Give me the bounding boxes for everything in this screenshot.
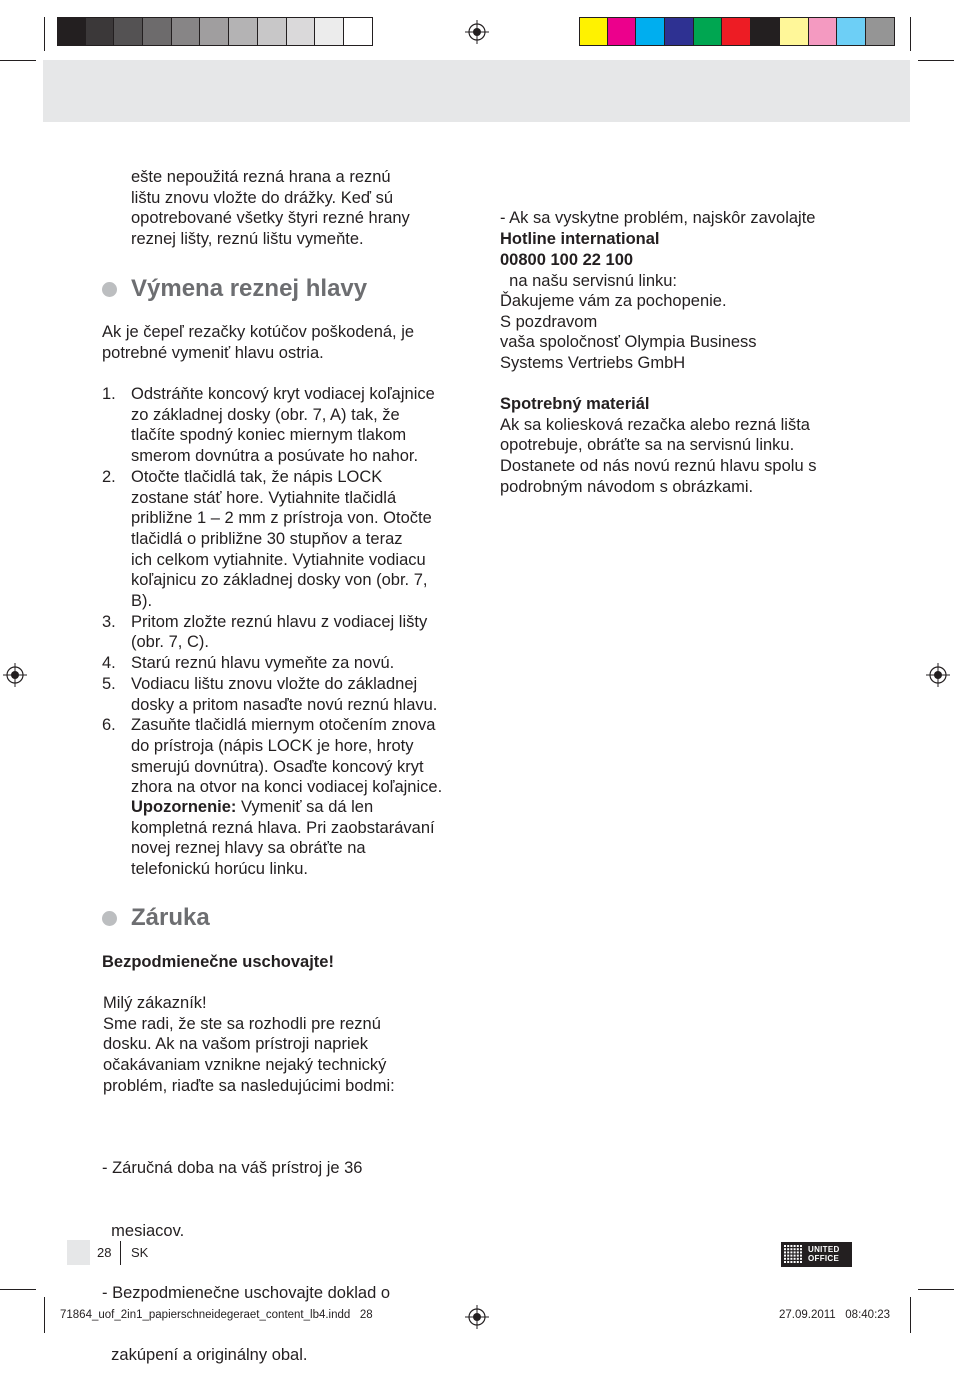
logo-dot (787, 1255, 789, 1257)
text-line: Dostanete od nás novú reznú hlavu spolu s (500, 457, 817, 476)
hotline-number: 00800 100 22 100 (500, 250, 634, 269)
text-line: približne 1 – 2 mm z prístroja von. Otočte (131, 509, 432, 528)
section-heading-replace-head: Výmena reznej hlavy (131, 275, 368, 302)
logo-dot (787, 1251, 789, 1253)
supplies-paragraph (500, 394, 816, 498)
text-line: Pritom zložte reznú hlavu z vodiacej lišty (131, 612, 428, 631)
color-swatch (258, 17, 287, 46)
text-line: tlačidlá o približne 30 stupňov a teraz (131, 529, 403, 548)
warranty-subheading: Bezpodmienečne uschovajte! (102, 953, 334, 971)
step-text (131, 715, 442, 798)
color-swatch (57, 17, 86, 46)
logo-dot (797, 1245, 799, 1247)
text-line: S pozdravom (500, 312, 598, 331)
page-number-tab (67, 1240, 90, 1265)
header-band (43, 60, 910, 122)
logo-dot (797, 1255, 799, 1257)
logo-dot (800, 1248, 802, 1250)
text-line: koľajnicu zo základnej dosky von (obr. 7, (131, 571, 428, 590)
text-line: zo základnej dosky (obr. 7, A) tak, že (131, 405, 400, 424)
text-line: Ak sa koliesková rezačka alebo rezná lišta (500, 415, 810, 434)
section-lead (102, 322, 414, 363)
logo-dot (797, 1258, 799, 1260)
step-number: 6. (102, 716, 116, 735)
registration-mark-icon (926, 663, 950, 687)
text-line: opotrebované všetky štyri rezné hrany (131, 209, 410, 228)
text-line: Systems Vertriebs GmbH (500, 354, 686, 373)
logo-dot (790, 1258, 792, 1260)
step-number: 5. (102, 674, 116, 693)
crop-mark (918, 1289, 954, 1290)
logo-dot (800, 1261, 802, 1263)
color-swatch (722, 17, 751, 46)
note-label: Upozornenie: (131, 798, 237, 816)
crop-mark (910, 1297, 911, 1333)
text-line: podrobným návodom s obrázkami. (500, 477, 754, 496)
logo-dot (787, 1261, 789, 1263)
footer-divider (120, 1241, 121, 1265)
step-number: 2. (102, 467, 116, 486)
text-line: Zasuňte tlačidlá miernym otočením znova (131, 716, 436, 735)
crop-mark (44, 1297, 45, 1333)
logo-dot (784, 1255, 786, 1257)
logo-dot (794, 1258, 796, 1260)
print-timestamp: 27.09.2011 08:40:23 (779, 1309, 891, 1321)
logo-dot (784, 1245, 786, 1247)
grayscale-color-bar (57, 17, 373, 46)
text-line: - Bezpodmienečne uschovajte doklad o (102, 1283, 391, 1302)
color-swatch (809, 17, 838, 46)
logo-dot (794, 1245, 796, 1247)
logo-dot (794, 1261, 796, 1263)
crop-mark (918, 60, 954, 61)
crop-mark (44, 17, 45, 51)
logo-dot (800, 1255, 802, 1257)
logo-dot (794, 1248, 796, 1250)
color-swatch (665, 17, 694, 46)
logo-dot (800, 1258, 802, 1260)
logo-dot (790, 1261, 792, 1263)
step-text (131, 384, 435, 467)
text-line: Milý zákazník! (103, 994, 207, 1012)
color-swatch (172, 17, 201, 46)
logo-dot (800, 1245, 802, 1247)
logo-dot (790, 1255, 792, 1257)
logo-dot (794, 1255, 796, 1257)
greeting-paragraph (103, 993, 395, 1097)
section-heading-warranty: Záruka (131, 904, 210, 931)
text-line: dosku. Ak na vašom prístroji napriek (103, 1035, 369, 1054)
color-swatch (229, 17, 258, 46)
text-line: B). (131, 592, 153, 611)
text-line: Ďakujeme vám za pochopenie. (500, 292, 727, 310)
note-text: Vymeniť sa dá len (236, 798, 374, 816)
logo-dot (790, 1248, 792, 1250)
registration-mark-icon (465, 20, 489, 44)
logo-grid-icon (784, 1245, 803, 1264)
color-swatch (866, 17, 895, 46)
logo-dot (790, 1251, 792, 1253)
text-line: opotrebuje, obráťte sa na servisnú linku. (500, 436, 795, 455)
text-line: novej reznej hlavy sa obráťte na (131, 839, 366, 858)
text-line: (obr. 7, C). (131, 633, 209, 652)
text-line: zakúpení a originálny obal. (102, 1345, 308, 1364)
color-swatch (780, 17, 809, 46)
brand-logo (781, 1242, 852, 1267)
step-number: 1. (102, 385, 116, 403)
text-line: zostane stáť hore. Vytiahnite tlačidlá (131, 488, 397, 507)
closing-paragraph (500, 291, 757, 374)
logo-text-line: OFFICE (808, 1254, 840, 1263)
language-code: SK (131, 1245, 149, 1260)
logo-dot (787, 1245, 789, 1247)
text-line: Odstráňte koncový kryt vodiacej koľajnice (131, 385, 435, 403)
text-line: ich celkom vytiahnite. Vytiahnite vodiacu (131, 550, 426, 569)
section-bullet-icon (102, 911, 117, 926)
color-swatch (143, 17, 172, 46)
hotline-label: Hotline international (500, 230, 660, 248)
logo-dot (790, 1245, 792, 1247)
text-line: zhora na otvor na konci vodiacej koľajnice. (131, 778, 443, 797)
text-line: tlačíte spodný koniec miernym tlakom (131, 426, 407, 445)
color-swatch (837, 17, 866, 46)
step-text (131, 612, 427, 653)
text-line: Starú reznú hlavu vymeňte za novú. (131, 654, 395, 673)
file-slug: 71864_uof_2in1_papierschneidegeraet_content_lb4.indd 28 (60, 1309, 373, 1321)
logo-dot (794, 1251, 796, 1253)
text-line: smerujú dovnútra). Osaďte koncový kryt (131, 757, 424, 776)
text-line: kompletná rezná hlava. Pri zaobstarávaní (131, 818, 435, 837)
logo-dot (784, 1258, 786, 1260)
logo-dot (787, 1248, 789, 1250)
text-line: potrebné vymeniť hlavu ostria. (102, 343, 324, 362)
note-paragraph (131, 797, 435, 880)
color-swatch (344, 17, 373, 46)
text-line: dosky a pritom nasaďte novú reznú hlavu. (131, 695, 438, 714)
text-line: do prístroja (nápis LOCK je hore, hroty (131, 736, 414, 755)
text-line: reznej lišty, reznú lištu vymeňte. (131, 230, 364, 249)
logo-dot (797, 1248, 799, 1250)
process-color-bar (579, 17, 895, 46)
color-swatch (636, 17, 665, 46)
step-text (131, 653, 394, 674)
crop-mark (0, 1289, 36, 1290)
text-line: - Záručná doba na váš prístroj je 36 (102, 1159, 363, 1178)
step-number: 4. (102, 654, 116, 673)
color-swatch (200, 17, 229, 46)
logo-dot (784, 1251, 786, 1253)
logo-dot (797, 1251, 799, 1253)
color-swatch (86, 17, 115, 46)
color-swatch (694, 17, 723, 46)
color-swatch (608, 17, 637, 46)
color-swatch (315, 17, 344, 46)
page-number: 28 (97, 1245, 112, 1260)
crop-mark (0, 60, 36, 61)
color-swatch (751, 17, 780, 46)
supplies-heading: Spotrebný materiál (500, 395, 650, 413)
logo-dot (784, 1261, 786, 1263)
text-line: smerom dovnútra a posúvate ho nahor. (131, 447, 419, 466)
hotline-block (500, 229, 660, 270)
color-swatch (114, 17, 143, 46)
text-line: telefonickú horúcu linku. (131, 860, 309, 879)
color-swatch (287, 17, 316, 46)
logo-dot (787, 1258, 789, 1260)
text-line: vaša spoločnosť Olympia Business (500, 333, 757, 352)
registration-mark-icon (3, 663, 27, 687)
section-bullet-icon (102, 282, 117, 297)
step-text (131, 467, 432, 612)
text-line: mesiacov. (102, 1221, 185, 1240)
text-line: očakávaniam vznikne nejaký technický (103, 1056, 387, 1075)
text-line: problém, riaďte sa nasledujúcimi bodmi: (103, 1076, 395, 1095)
color-swatch (579, 17, 608, 46)
text-line: lištu znovu vložte do drážky. Keď sú (131, 188, 394, 207)
text-line: ešte nepoužitá rezná hrana a reznú (131, 168, 391, 186)
logo-dot (784, 1248, 786, 1250)
text-line: - Ak sa vyskytne problém, najskôr zavolajte (500, 209, 816, 228)
intro-paragraph (131, 167, 410, 250)
text-line: Otočte tlačidlá tak, že nápis LOCK (131, 467, 383, 486)
text-line: na našu servisnú linku: (500, 271, 678, 290)
step-text (131, 674, 437, 715)
step-number: 3. (102, 612, 116, 631)
text-line: Ak je čepeľ rezačky kotúčov poškodená, je (102, 323, 415, 341)
crop-mark (910, 17, 911, 51)
logo-text-line: UNITED (808, 1245, 840, 1254)
text-line: Sme radi, že ste sa rozhodli pre reznú (103, 1014, 381, 1033)
registration-mark-icon (465, 1305, 489, 1329)
logo-dot (800, 1251, 802, 1253)
text-line: Vodiacu lištu znovu vložte do základnej (131, 674, 418, 693)
logo-dot (797, 1261, 799, 1263)
